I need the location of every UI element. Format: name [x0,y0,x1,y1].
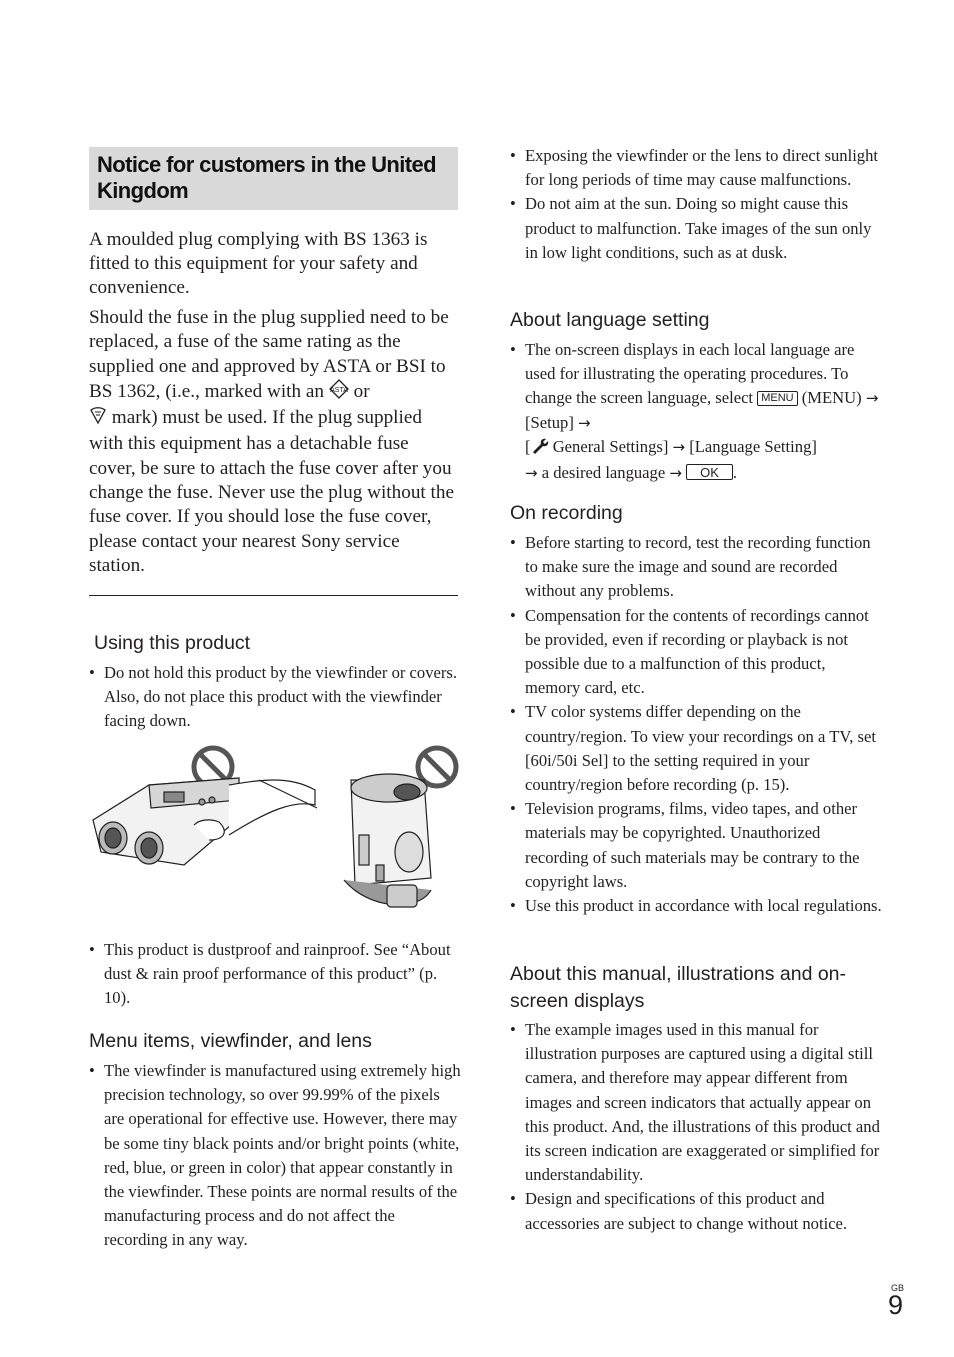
language-text-5: [Language Setting] [689,436,817,456]
notice-paragraph-2 [89,306,459,578]
language-list [510,338,882,485]
list-item: • Design and specifications of this product and accessories are subject to change without notice. [510,1187,882,1235]
page-number: 9 [888,1290,904,1320]
list-item: • Exposing the viewfinder or the lens to direct sunlight for long periods of time may cause malfunctions. [510,144,882,192]
manual-list [510,1018,882,1236]
list-item: • Television programs, films, video tapes, and other materials may be copyrighted. Unauthorized recording of such materials may be contrary to the copyright laws. [510,797,882,894]
using-list [89,661,461,734]
notice-title: Notice for customers in the United Kingdom [97,152,436,203]
recording-list [510,531,882,918]
language-text-7: . [732,463,738,483]
notice-paragraph-2-or: or [353,380,370,402]
using-list-2 [89,938,461,1011]
manual-heading: About this manual, illustrations and on-screen displays [510,963,847,1012]
language-text-2: (MENU) [801,388,862,408]
page-language-code: GB [891,1283,905,1293]
using-heading: Using this product [94,632,251,654]
arrow-icon: → [669,464,682,483]
arrow-icon: → [672,437,686,456]
language-text-4-open: [ [525,436,531,456]
list-item: • TV color systems differ depending on the country/region. To view your recordings on a TV, set [60i/50i Sel] to the setting required in your country/region before recording (p. 15). [510,700,882,797]
asta-mark-icon [329,379,349,406]
recording-heading: On recording [510,502,623,524]
list-item: • Do not aim at the sun. Doing so might cause this product to malfunction. Take images of the sun only in low light conditions, such as at dusk. [510,192,882,265]
list-item [510,338,882,485]
language-text-1: The on-screen displays in each local language are used for illustrating the operating procedures. To change the screen language, select [525,340,855,408]
notice-paragraph-1: A moulded plug complying with BS 1363 is fitted to this equipment for your safety and convenience. [89,229,428,298]
language-text-3: [Setup] [525,412,574,432]
list-item: • Use this product in accordance with local regulations. [510,894,882,918]
language-heading: About language setting [510,309,710,331]
language-text-4: General Settings] [552,436,669,456]
list-item: • Before starting to record, test the recording function to make sure the image and sound are recorded without any problems. [510,531,882,604]
notice-paragraph-2-b: mark) must be used. If the plug supplied with this equipment has a detachable fuse cover, be sure to attach the fuse cover after you change the fuse. Never use the plug without the fuse cover. If you should lose the fuse cover, please contact your nearest Sony service station. [89,407,454,576]
list-item: • Do not hold this product by the viewfinder or covers. Also, do not place this product with the viewfinder facing down. [89,661,461,734]
wrench-icon [531,437,549,461]
svg-text:ASTA: ASTA [329,386,348,394]
arrow-icon: → [525,464,538,483]
menu-items-list [89,1059,461,1253]
bsi-mark-icon [89,407,107,432]
menu-items-heading: Menu items, viewfinder, and lens [89,1030,372,1052]
menu-items-list-cont [510,144,882,265]
arrow-icon: → [865,389,879,408]
notice-heading-box [89,147,458,210]
camera-held-drawing [93,778,317,865]
list-item: • The example images used in this manual for illustration purposes are captured using a digital still camera, and therefore may appear different from images and screen indicators that actually appear on this product. And, the illustrations of this product and its screen indication are exaggerated or simplified for understandability. [510,1018,882,1187]
list-item: • This product is dustproof and rainproof. See “About dust & rain proof performance of this product” (p. 10). [89,938,461,1011]
arrow-icon: → [578,413,591,432]
language-text-6: a desired language [541,463,666,483]
do-not-hold-illustration [89,740,461,920]
section-divider [89,595,458,596]
ok-button-icon: OK [686,464,733,480]
camera-standing-drawing [344,774,431,907]
list-item: • Compensation for the contents of recordings cannot be provided, even if recording or playback is not possible due to a malfunction of this product, memory card, etc. [510,604,882,701]
menu-button-icon: MENU [757,391,797,406]
list-item: • The viewfinder is manufactured using extremely high precision technology, so over 99.99% of the pixels are operational for effective use. However, there may be some tiny black points and/or bright points (white, red, blue, or green in color) that appear constantly in the viewfinder. These points are normal results of the manufacturing process and do not affect the recording in any way. [89,1059,461,1253]
notice-paragraph-2-a: Should the fuse in the plug supplied need to be replaced, a fuse of the same rating as the supplied one and approved by ASTA or BSI to BS 1362, (i.e., marked with an [89,307,449,402]
